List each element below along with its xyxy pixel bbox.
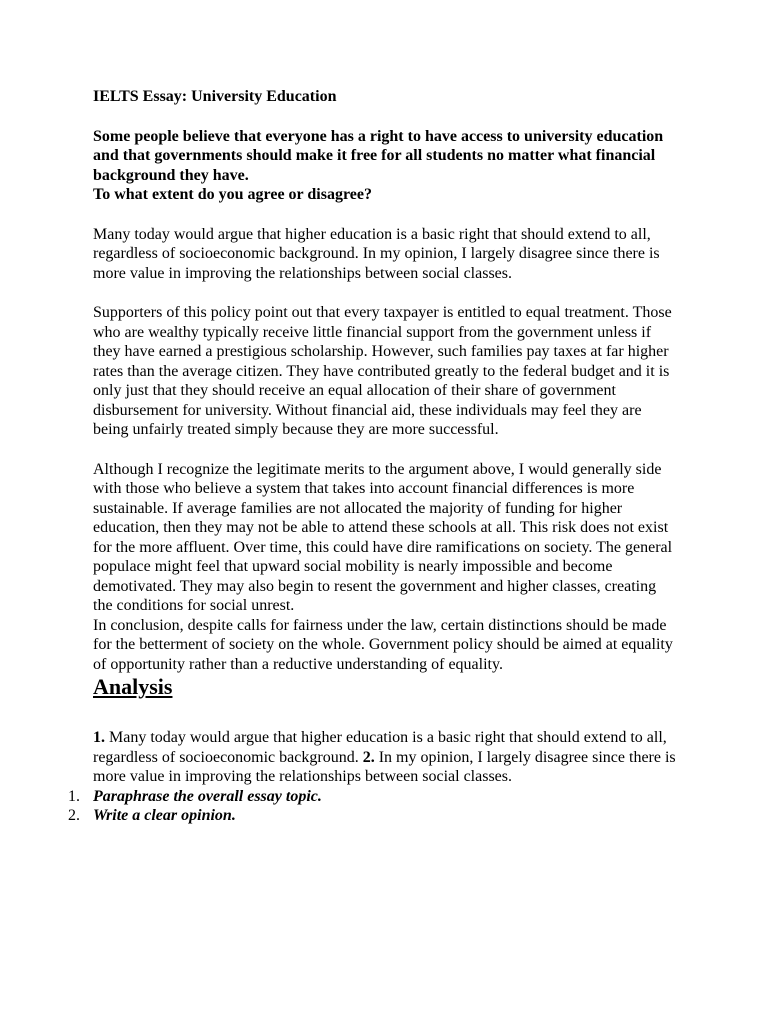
list-item-text: Write a clear opinion. <box>93 807 236 824</box>
analysis-quoted-introduction <box>93 728 678 787</box>
essay-prompt <box>93 127 678 205</box>
essay-paragraph-introduction: Many today would argue that higher education is a basic right that should extend to all, regardless of socioeconomic background. In my opinion, I largely disagree since there is more value in improving the relationships between social classes. <box>93 225 660 282</box>
analysis-sentence-1: Many today would argue that higher education is a basic right that should extend to all, regardless of socioeconomic background. <box>93 729 667 766</box>
prompt-question: To what extent do you agree or disagree? <box>93 186 372 203</box>
analysis-tips-list <box>68 787 678 826</box>
essay-title: IELTS Essay: University Education <box>93 88 337 105</box>
list-item <box>68 806 678 826</box>
essay-paragraph-body-2: Although I recognize the legitimate merits to the argument above, I would generally side with those who believe a system that takes into account financial differences is more sustainable. If average families are not allocated the majority of funding for higher education, then they may not be able to attend these schools at all. This risk does not exist for the more affluent. Over time, this could have dire ramifications on society. The general populace might feel that upward social mobility is nearly impossible and become demotivated. They may also begin to resent the government and higher classes, creating the conditions for social unrest. <box>93 460 673 614</box>
analysis-sentence-2: In my opinion, I largely disagree since there is more value in improving the relationships between social classes. <box>93 748 676 785</box>
list-item-number: 2. <box>68 807 80 824</box>
essay-paragraph-conclusion: In conclusion, despite calls for fairness under the law, certain distinctions should be made for the betterment of society on the whole. Government policy should be aimed at equality of opportunity rather than a reductive understanding of equality. <box>93 616 673 673</box>
document-page <box>68 87 678 826</box>
analysis-marker-2: 2. <box>362 748 375 766</box>
analysis-marker-1: 1. <box>93 729 105 746</box>
prompt-statement: Some people believe that everyone has a right to have access to university education and that governments should make it free for all students no matter what financial background they have. <box>93 127 664 184</box>
list-item <box>68 787 678 807</box>
list-item-number: 1. <box>68 787 80 805</box>
analysis-heading: Analysis <box>93 674 173 699</box>
list-item-text: Paraphrase the overall essay topic. <box>93 787 322 805</box>
essay-paragraph-body-1: Supporters of this policy point out that every taxpayer is entitled to equal treatment. Those who are wealthy typically receive little financial support from the government unless if they have earned a prestigious scholarship. However, such families pay taxes at far higher rates than the average citizen. They have contributed greatly to the federal budget and it is only just that they should receive an equal allocation of their share of government disbursement for university. Without financial aid, these individuals may feel they are being unfairly treated simply because they are more successful. <box>93 304 672 438</box>
